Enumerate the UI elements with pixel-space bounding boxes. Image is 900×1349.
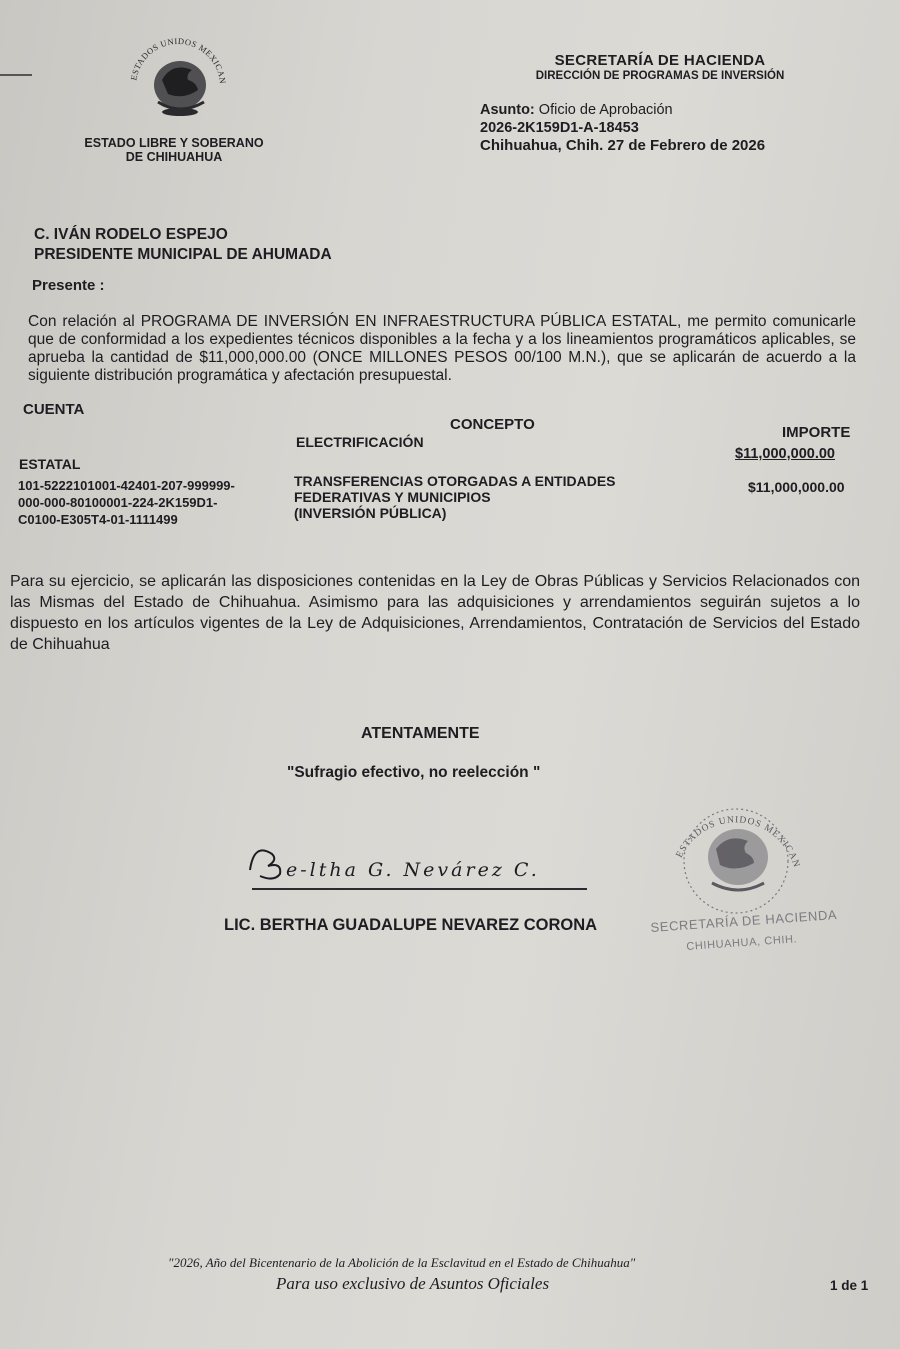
secretaria-label: SECRETARÍA DE HACIENDA (554, 52, 766, 69)
asunto-label: Asunto: (480, 102, 535, 118)
greeting: Presente : (32, 277, 105, 294)
cuenta-line-3: C0100-E305T4-01-1111499 (18, 512, 178, 527)
stamp-line-1: SECRETARÍA DE HACIENDA (650, 906, 838, 935)
recipient-name: C. IVÁN RODELO ESPEJO (34, 226, 228, 243)
official-stamp-seal (664, 787, 808, 917)
seal-ring-text: ESTADOS UNIDOS MEXICAN (128, 35, 229, 85)
legal-paragraph: Para su ejercicio, se aplicarán las disposiciones contenidas en la Ley de Obras Públicas y Servicios Relacionados con las Mismas del Estado de Chihuahua. Asimismo para las adquisiciones y arrendamientos seguirán sujetos a lo dispuesto en los artículos vigentes de la Ley de Adquisiciones, Arrendamientos, Contratación de Servicios del Estado de Chihuahua (10, 573, 860, 653)
col-header-importe: IMPORTE (782, 424, 851, 441)
col-header-concepto: CONCEPTO (450, 416, 535, 433)
stamp-ring-text: ESTADOS UNIDOS MEXICAN (674, 815, 802, 870)
approval-paragraph: Con relación al PROGRAMA DE INVERSIÓN EN INFRAESTRUCTURA PÚBLICA ESTATAL, me permito comunicarle que de conformidad a los expedientes técnicos disponibles a la fecha y a los lineamientos programáticos aplicables, se aprueba la cantidad de $11,000,000.00 (ONCE MILLONES PESOS 00/100 M.N.), que se aplicarán de acuerdo a la siguiente distribución programática y afectación presupuestal. (28, 313, 856, 384)
recipient-block (34, 225, 332, 265)
state-name (78, 136, 270, 164)
col-header-cuenta: CUENTA (23, 401, 85, 418)
concepto-line-2: FEDERATIVAS Y MUNICIPIOS (294, 489, 491, 505)
place-date: Chihuahua, Chih. 27 de Febrero de 2026 (480, 137, 766, 154)
row-cuenta (18, 477, 235, 528)
page-number: 1 de 1 (830, 1278, 869, 1293)
asunto-value: Oficio de Aprobación (538, 102, 673, 118)
reference-block (480, 101, 765, 155)
atentamente: ATENTAMENTE (361, 725, 480, 742)
recipient-title: PRESIDENTE MUNICIPAL DE AHUMADA (34, 246, 332, 263)
motto: "Sufragio efectivo, no reelección " (287, 764, 541, 781)
row-importe: $11,000,000.00 (748, 479, 845, 495)
state-line-1: ESTADO LIBRE Y SOBERANO (84, 136, 264, 150)
signer-name: LIC. BERTHA GUADALUPE NEVAREZ CORONA (224, 916, 598, 934)
group-label: ELECTRIFICACIÓN (296, 434, 424, 450)
footer-exclusive: Para uso exclusivo de Asuntos Oficiales (276, 1274, 550, 1293)
row-fuente: ESTATAL (19, 456, 81, 472)
svg-text:e-ltha G. Nevárez C.: e-ltha G. Nevárez C. (286, 859, 540, 881)
coat-of-arms-seal (118, 30, 238, 130)
handwritten-signature (240, 840, 600, 890)
state-line-2: DE CHIHUAHUA (125, 150, 223, 164)
paper-crease (0, 74, 32, 76)
concepto-line-1: TRANSFERENCIAS OTORGADAS A ENTIDADES (294, 473, 616, 489)
issuing-department (520, 52, 800, 82)
group-total: $11,000,000.00 (735, 446, 835, 462)
signature-line (252, 888, 587, 890)
direccion-label: DIRECCIÓN DE PROGRAMAS DE INVERSIÓN (535, 70, 785, 82)
cuenta-line-1: 101-5222101001-42401-207-999999- (18, 478, 235, 493)
folio-number: 2026-2K159D1-A-18453 (480, 120, 639, 136)
stamp-line-2: CHIHUAHUA, CHIH. (686, 933, 798, 953)
footer-year-motto: "2026, Año del Bicentenario de la Abolición de la Esclavitud en el Estado de Chihuahua" (168, 1255, 636, 1270)
cuenta-line-2: 000-000-80100001-224-2K159D1- (18, 495, 218, 510)
concepto-line-3: (INVERSIÓN PÚBLICA) (294, 505, 447, 521)
row-concepto (294, 473, 616, 521)
